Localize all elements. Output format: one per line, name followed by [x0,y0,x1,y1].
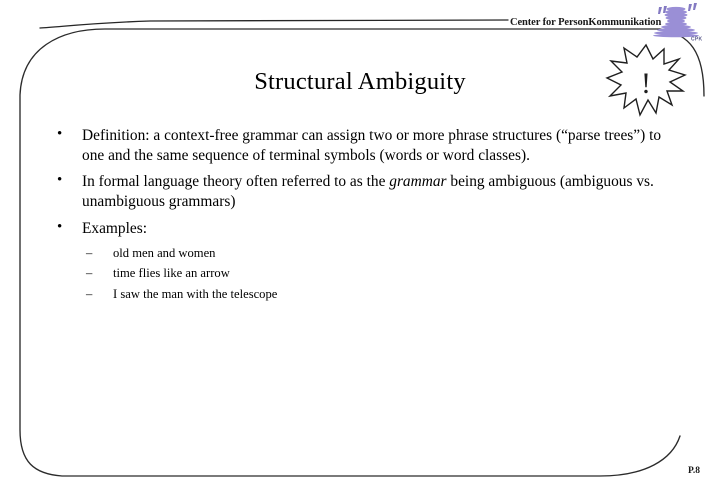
sub-bullet-list [82,243,672,305]
sub-bullet-marker: – [86,245,93,260]
sub-bullet-text: I saw the man with the telescope [113,286,278,301]
cpk-logo-icon [648,2,712,46]
svg-text:CPK: CPK [691,36,703,43]
bullet-marker: • [57,172,63,189]
bullet-item [52,219,672,304]
bullet-text-run: being ambiguous (ambiguous vs. unambiguous grammars) [82,173,654,211]
bullet-text-emphasis: grammar [389,173,447,191]
bullet-text-run: Definition: a context-free grammar can assign two or more phrase structures (“parse trees”) to one and the same sequence of terminal symbols (words or word classes). [82,127,662,164]
sub-bullet-item [82,243,672,264]
starburst-symbol: ! [641,67,651,100]
header-organization-label: Center for PersonKommunikation [510,17,662,28]
bullet-text [82,173,654,210]
bullet-marker: • [57,126,63,142]
bullet-text [82,127,661,164]
bullet-item [52,172,672,211]
header-rule [30,14,510,30]
sub-bullet-marker: – [86,286,93,301]
bullet-item [52,126,672,165]
sub-bullet-item [82,263,672,284]
bullet-list [52,126,672,304]
slide-body [52,126,672,311]
page-number: P.8 [688,466,701,476]
bullet-marker: • [57,218,63,235]
bullet-text-run: Examples: [82,219,147,237]
sub-bullet-item [82,284,672,305]
bullet-text-run: In formal language theory often referred to as the [82,173,390,191]
sub-bullet-text: old men and women [113,245,216,260]
bullet-text [82,220,147,237]
page-title: Structural Ambiguity [254,68,466,95]
sub-bullet-text: time flies like an arrow [113,266,230,281]
sub-bullet-marker: – [86,266,93,281]
